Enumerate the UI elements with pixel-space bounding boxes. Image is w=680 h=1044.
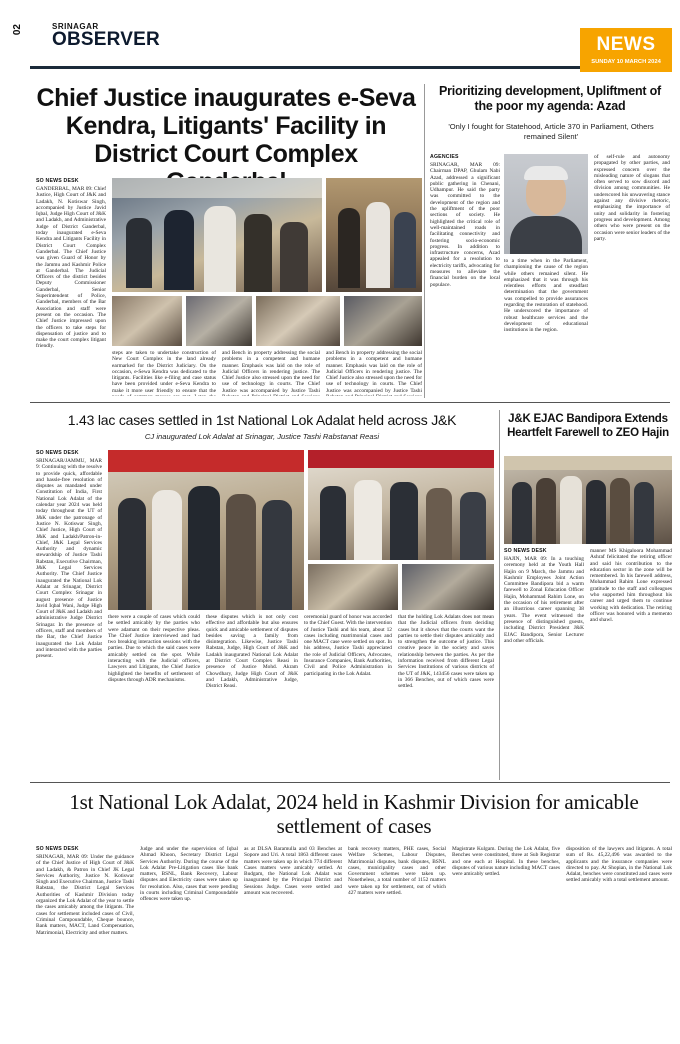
page-number: 02 [12, 24, 23, 36]
story2-col3: of self-rule and autonomy propagated by other parties, and expressed concern over the misleading nature of slogans that often served to sow discord and division among communities. He underscored his unwavering stance against any divisive rhetoric, emphasizing the importance of unity and solidarity in fostering progress and development. Among others who were present on the occasion were senior leaders of the party. [594, 154, 670, 242]
story3-headline: 1.43 lac cases settled in 1st National Lok Adalat held across J&K [67, 412, 457, 428]
story3-photo-right [308, 450, 494, 560]
section-rule-2 [30, 782, 670, 783]
story3-col3: these disputes which is not only cost effective and affordable but also ensures quick and amicable settlement of disputes besides saving a family from disintegration. Likewise, Justice Tashi Rabstan, Judge, High Court of J&K and Ladakh inaugurated National Lok Adalat at District Court Complex Reasi in presence of Justice Mohd. Akram Chowdhary, Judge High Court of J&K and Ladakh, Administrative Judge, District Reasi. [206, 614, 298, 690]
story3-photo-main [108, 450, 304, 610]
story3-photo-small2 [402, 564, 494, 610]
story3-col5-body: that the holding Lok Adalats does not mean that the Judicial officers from deciding cases but it shows that the courts want the parties to settle their disputes amicably and to strengthen the outcome of justice. This creative peace in the society and saves relationship between the parties. As per the information received from different Legal Services Institutions of various districts of the UT of J&K, 143456 cases were taken up in 366 Benches, out of which cases were settled. [398, 614, 494, 690]
story2-col2: to a time when in the Parliament, championing the cause of the region while others remained silent. He emphasized that it was through his relentless efforts and steadfast determination that the government was compelled to provide assurances regarding the restoration of statehood. He underscored the importance of robust healthcare services and the development of educational institutions in the region. [504, 258, 588, 334]
story5-col6: disposition of the lawyers and litigants. A total sum of Rs. 45,22,496 was awarded to the applicants and the insurance companies were directed to pay. At Shopian, in the National Lok Adalat, benches were constituted and cases were settled amicably with a total settlement amount. [566, 846, 672, 884]
story5-byline: SO NEWS DESK [36, 846, 79, 852]
story1-col2: steps are taken to undertake construction of New Court Complex in the land already earmarked for the District Judiciary. On the occasion, e-Sewa Kendra was dedicated to the litigants. Facilities like e-filing and case status have been provided under e-Seva Kendra to make it more user friendly to ensure that the [112, 350, 216, 394]
story1-photo-row2 [186, 296, 252, 346]
story5-col1: SRINAGAR, MAR 09: Under the guidance of the Chief Justice of High Court of J&K and Ladakh, & Patron in Chief JK Legal Services Authority, Justice N. Kotiswar Singh and Executive Chairman, Justice Tashi Rabstan, the District Legal Services Authorities of Kashmir Division today organized the Lok Adalat of the year to settle the cases amicably among the litigants. The cases for settlement included cases of Civil, Criminal Compoundable, Cheque bounce, Bank matters, MACT, Land Compensation, Matrimonial, Electricity and other matters. [36, 854, 134, 936]
story1-byline: SO NEWS DESK [36, 178, 79, 184]
story5-col4: bank recovery matters, PHE cases, Social Welfare Schemes, Labour Disputes, Matrimonial disputes, bank disputes, BSNL cases, municipality cases and other Government schemes were taken up. Nonetheless, a total number of 1152 matters were taken up for settlement, out of which 427 matters were settled. [348, 846, 446, 897]
masthead-rule [30, 66, 580, 69]
story1-photo-row3 [256, 296, 340, 346]
section-tab [580, 28, 672, 72]
brand-top: SRINAGAR [52, 22, 99, 31]
story2-headline: Prioritizing development, Upliftment of the poor my agenda: Azad [438, 84, 662, 113]
section-rule-1 [30, 402, 670, 403]
story5-col3: as at DLSA Baramulla and 03 Benches at Sopore and Uri. A total 1863 different cases matters were taken up in which 774 different Cases matters were amicably settled. At Budgam, the National Lok Adalat was inaugurated by the Principal District and Sessions Judge. Cases were settled and amount was recovered. [244, 846, 342, 897]
story1-col3: and Bench in property addressing the social problems in a competent and humane manner. Emphasis was laid on the role of Judicial Officers in rendering justice. The Chief Justice also stressed upon the need for use of technology in courts. The Chief Justice was accompanied by Justice Tashi [222, 350, 320, 394]
column-divider-2 [499, 410, 500, 780]
story1-photo-main [112, 178, 322, 292]
story4-headline: J&K EJAC Bandipora Extends Heartfelt Farewell to ZEO Hajin [507, 413, 669, 439]
story4-byline: SO NEWS DESK [504, 548, 547, 554]
story5-col2: Judge and under the supervision of Iqbal Ahmad Khoon, Secretary District Legal Services Authority. During the course of the Lok Adalat Pre-Litigation cases like bank matters, BSNL, Bank Recovery, Labour disputes and Electricity cases were taken up for resolution. Also, cases that were pending in courts including Criminal Compoundable offences were taken up. [140, 846, 238, 903]
story1-photo-row1 [112, 296, 182, 346]
story3-subhead: CJ inaugurated Lok Adalat at Srinagar, Justice Tashi Rabstanat Reasi [144, 432, 380, 441]
story3-col1: SRINAGAR/JAMMU, MAR 9: Continuing with the resolve to provide quick, affordable and hassle-free resolution of disputes as mandated under Constitution of India, First National Lok Adalat of the calendar year 2024 was held today throughout the UT of J&K under the patronage of Justice N. Kotiswar Singh, Chief Justice, High Court of J&K and Ladakh/Patron-in-Chief, J&K Legal Services Authority and dynamic stewardship of Justice Tashi Rabstan, Executive Chairman, J&K Legal Services Authority. The Chief Justice inaugurated the National Lok Adalat at Srinagar, District Court Complex Srinagar in august presence of Justice Javid Iqbal Wani, Judge High Court of J&K and Ladakh and administrative Judge District Srinagar. In the presence of officers, staff and members of the Bar, the Chief Justice inaugurated the Lok Adalat and interacted with the parties present. [36, 458, 102, 660]
story2-photo [504, 154, 588, 254]
story1-col1: GANDERBAL, MAR 09: Chief Justice, High Court of J&K and Ladakh, N. Kotiswar Singh, accompanied by Justice Javid Iqbal, Judge High Court of J&K and Ladakh, and Administrative Judge of District Ganderbal, today inaugurated e-Seva Kendra and Litigants Facility in District Court Complex Ganderbal. The Chief Justice was given Guard of Honor by the Jammu and Kashmir Police at Ganderbal. The Judicial Officers of the district besides Deputy Commissioner Ganderbal, Senior Superintendent of Police, Ganderbal, members of the Bar Association and staff were present on the occasion. The Chief Justice impressed upon the officers to take steps for dispensation of justice and to make the court complex litigant friendly. [36, 186, 106, 350]
column-divider [424, 84, 425, 398]
story2-col1: SRINAGAR, MAR 09: Chairman DPAP, Ghulam Nabi Azad, addressed a significant public gathering in Chenani, Udhampur. He said the party was committed to the development of the region and the upliftment of the poor sections of society. He highlighted the critical role of well-maintained roads in facilitating connectivity and fostering socio-economic progress. In addition to infrastructure concerns, Azad appealed for a resolution to electricity tariffs, advocating for measures to alleviate the financial burden on the local populace. [430, 162, 500, 288]
story3-col2: there were a couple of cases which could be settled amicably by the parties who were adamant on their respective pleas. The Chief Justice interviewed and had two breaking interaction sessions with the parties. Due to which the said cases were amicably settled on the spot. While interacting with the Judicial officers, Lawyers and Litigants, the Chief Justice highlighted the benefits of settlement of disputes through ADR mechanisms. [108, 614, 200, 683]
story3-photo-small1 [308, 564, 398, 610]
story2-subhead: 'Only I fought for Statehood, Article 370 in Parliament, Others remained Silent' [448, 122, 654, 141]
story2-byline: AGENCIES [430, 154, 459, 160]
issue-date: SUNDAY 10 MARCH 2024 [591, 59, 661, 65]
story3-col4: ceremonial guard of honor was accorded to the Chief Guest. With the intervention of Justice Tashi and his team, about 12 cases including matrimonial cases and one MACT case were settled on spot. In his address, Justice Tashi appreciated the role of Judicial Officers, Advocates, Insurance Companies, Bank Authorities, Civil and Police Administration in participating in the Lok Adalat. [304, 614, 392, 677]
story5-col5: Magistrate Kulgam. During the Lok Adalat, five Benches were constituted, three at Sub Registrar and one each at Hospital. In these benches, disputes of various nature including MACT cases were amicably settled. [452, 846, 560, 878]
story4-col1: HAJIN, MAR 09: In a touching ceremony held at the Youth Hall Hajin on 9 March, the Jammu and Kashmir Employees Joint Action Committee Bandipora bid a warm farewell to Zonal Education Officer Hajin, Mohammad Rahim Lone, on the occasion of his retirement after an illustrious career spanning 38 years. The event witnessed the presence of distinguished guests, including District President J&K EJAC Bandipora, Senior Lecturer and other officials. [504, 556, 584, 644]
story1-col3b: and Bench in property addressing the social problems in a competent and humane manner. Emphasis was laid on the role of Judicial Officers in rendering justice. The Chief Justice also stressed upon the need for use of technology in courts. The Chief Justice was accompanied by Justice Tashi [326, 350, 422, 394]
brand-main: OBSERVER [52, 29, 160, 50]
story4-photo [504, 456, 672, 544]
story3-byline: SO NEWS DESK [36, 450, 79, 456]
story5-headline: 1st National Lok Adalat, 2024 held in Kashmir Division for amicable settlement of cases [69, 790, 639, 838]
section-label: NEWS [596, 34, 656, 55]
story1-headline: Chief Justice inaugurates e-Seva Kendra, Litigants' Facility in District Court Complex [36, 84, 416, 168]
story4-col2: manner MS Khigaloora Mohammad Ashraf felicitated the retiring officer and said his contribution to the education sector in the zone will be remembered. In his farewell address, Mohammad Rahim Lone expressed gratitude to the staff and colleagues who supported him throughout his career and urged them to continue working with dedication. The retiring officer was honored with a memento and shawl. [590, 548, 672, 624]
story1-photo-side [326, 178, 422, 292]
story1-photo-row4 [344, 296, 422, 346]
masthead-logo [52, 22, 160, 50]
